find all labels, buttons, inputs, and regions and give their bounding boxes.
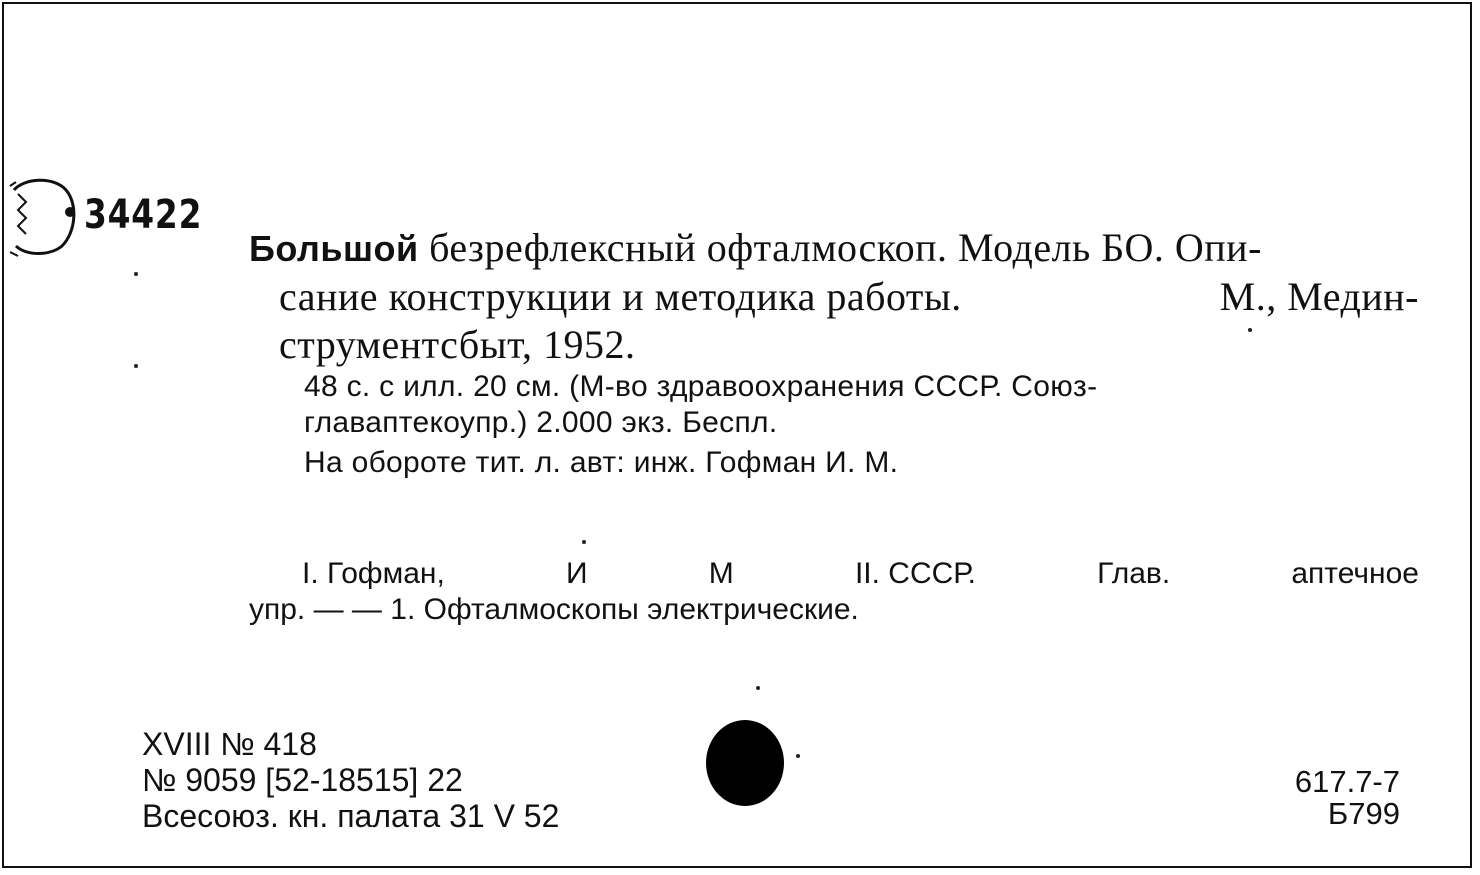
registration-line-2: № 9059 [52-18515] 22 — [142, 762, 463, 798]
registration-line-1: XVIII № 418 — [142, 726, 317, 762]
entry-author: Большой — [249, 228, 419, 269]
entry-line-1 — [249, 224, 1419, 273]
ink-speck — [796, 754, 800, 758]
entry-line-3: струментсбыт, 1952. — [279, 322, 636, 367]
registration-info — [142, 726, 559, 834]
physical-description — [304, 369, 1419, 481]
ink-speck — [134, 272, 138, 276]
subject-item: аптечное — [1291, 557, 1419, 590]
library-stamp — [6, 172, 84, 260]
card-punch-hole — [706, 720, 784, 806]
subject-item: Глав. — [1097, 557, 1171, 590]
details-series: (М-во здравоохранения СССР. Союз- — [569, 370, 1098, 403]
details-size: 20 см. — [473, 370, 561, 403]
ink-speck — [582, 540, 586, 544]
details-line-2: главаптекоупр.) 2.000 экз. Беспл. — [304, 406, 778, 439]
bibliographic-entry — [249, 224, 1419, 369]
registration-line-3: Всесоюз. кн. палата 31 V 52 — [142, 798, 560, 834]
subject-row-2: упр. — — 1. Офталмоскопы электрические. — [249, 593, 859, 626]
subject-item: I. Гофман, — [302, 557, 445, 590]
entry-line-2 — [249, 273, 1419, 321]
details-pages: 48 с. с илл. — [304, 370, 465, 403]
entry-title-start: безрефлексный офталмоскоп. Модель БО. Опи- — [418, 225, 1262, 270]
classification-codes — [1295, 766, 1400, 830]
subject-item: М — [708, 557, 734, 590]
subject-row-1 — [249, 556, 1419, 592]
entry-title-end: сание конструкции и методика работы. — [279, 274, 962, 319]
subject-headings — [249, 556, 1419, 628]
handwritten-number: 34422 — [84, 192, 203, 238]
ink-speck — [1248, 328, 1252, 332]
entry-place-publisher: М., Медин- — [1219, 274, 1419, 319]
details-line-1 — [304, 369, 1419, 405]
catalog-card — [2, 2, 1472, 868]
subject-item: II. СССР. — [854, 557, 976, 590]
udc-code: 617.7-7 — [1294, 764, 1400, 799]
ink-speck — [134, 364, 138, 368]
ink-speck — [756, 686, 760, 690]
subject-item: И — [566, 557, 588, 590]
author-mark: Б799 — [1327, 796, 1400, 831]
details-verso-note: На обороте тит. л. авт: инж. Гофман И. М. — [304, 446, 899, 479]
